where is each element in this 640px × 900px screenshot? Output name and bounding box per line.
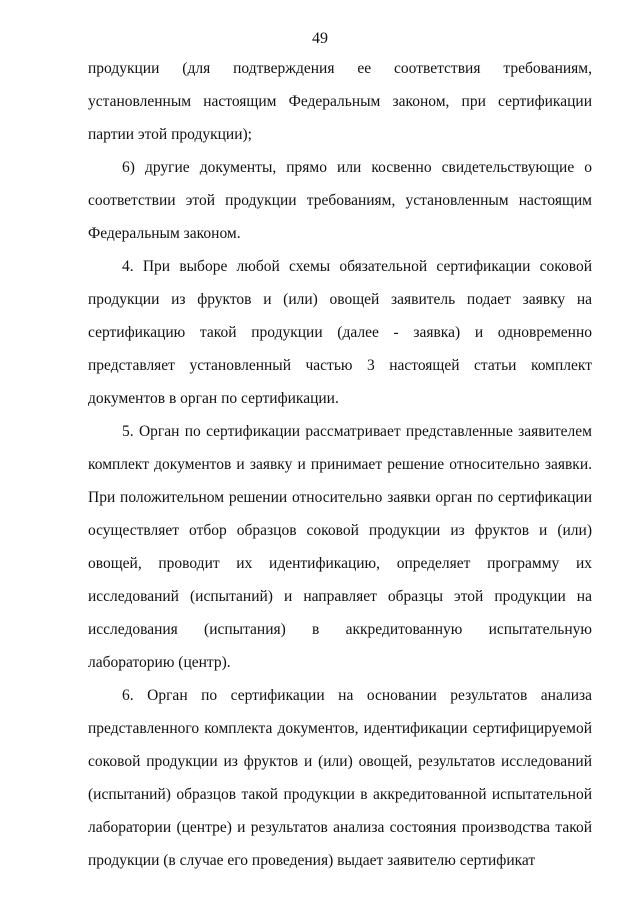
page-number: 49 bbox=[312, 30, 328, 47]
paragraph-6-certificate-issuance: 6. Орган по сертификации на основании результатов анализа представленного комплекта документов, идентификации сертифицируемой соковой продукции из фруктов и (или) овощей, результатов исследований (испытаний) образцов такой продукции в аккредитованной испытательной лаборатории (центре) и результатов анализа состояния производства такой продукции (в случае его проведения) выдает заявителю сертификат bbox=[88, 687, 592, 869]
paragraph-item-6-other-documents: 6) другие документы, прямо или косвенно свидетельствующие о соответствии этой продукции требованиям, установленным настоящим Федеральным законом. bbox=[88, 159, 592, 242]
paragraph-5-certification-body-review: 5. Орган по сертификации рассматривает представленные заявителем комплект документов и заявку и принимает решение относительно заявки. При положительном решении относительно заявки орган по сертификации осуществляет отбор образцов соковой продукции из фруктов и (или) овощей, проводит их идентификацию, определяет программу их исследований (испытаний) и направляет образцы этой продукции на исследования (испытания) в аккредитованную испытательную лабораторию (центр). bbox=[88, 423, 592, 671]
paragraph-4-certification-application: 4. При выборе любой схемы обязательной сертификации соковой продукции из фруктов и (или) овощей заявитель подает заявку на сертификацию такой продукции (далее - заявка) и одновременно представляет установленный частью 3 настоящей статьи комплект документов в орган по сертификации. bbox=[88, 258, 592, 407]
paragraph-continuation: продукции (для подтверждения ее соответствия требованиям, установленным настоящим Федеральным законом, при сертификации партии этой продукции); bbox=[88, 60, 592, 143]
document-body bbox=[88, 52, 592, 877]
